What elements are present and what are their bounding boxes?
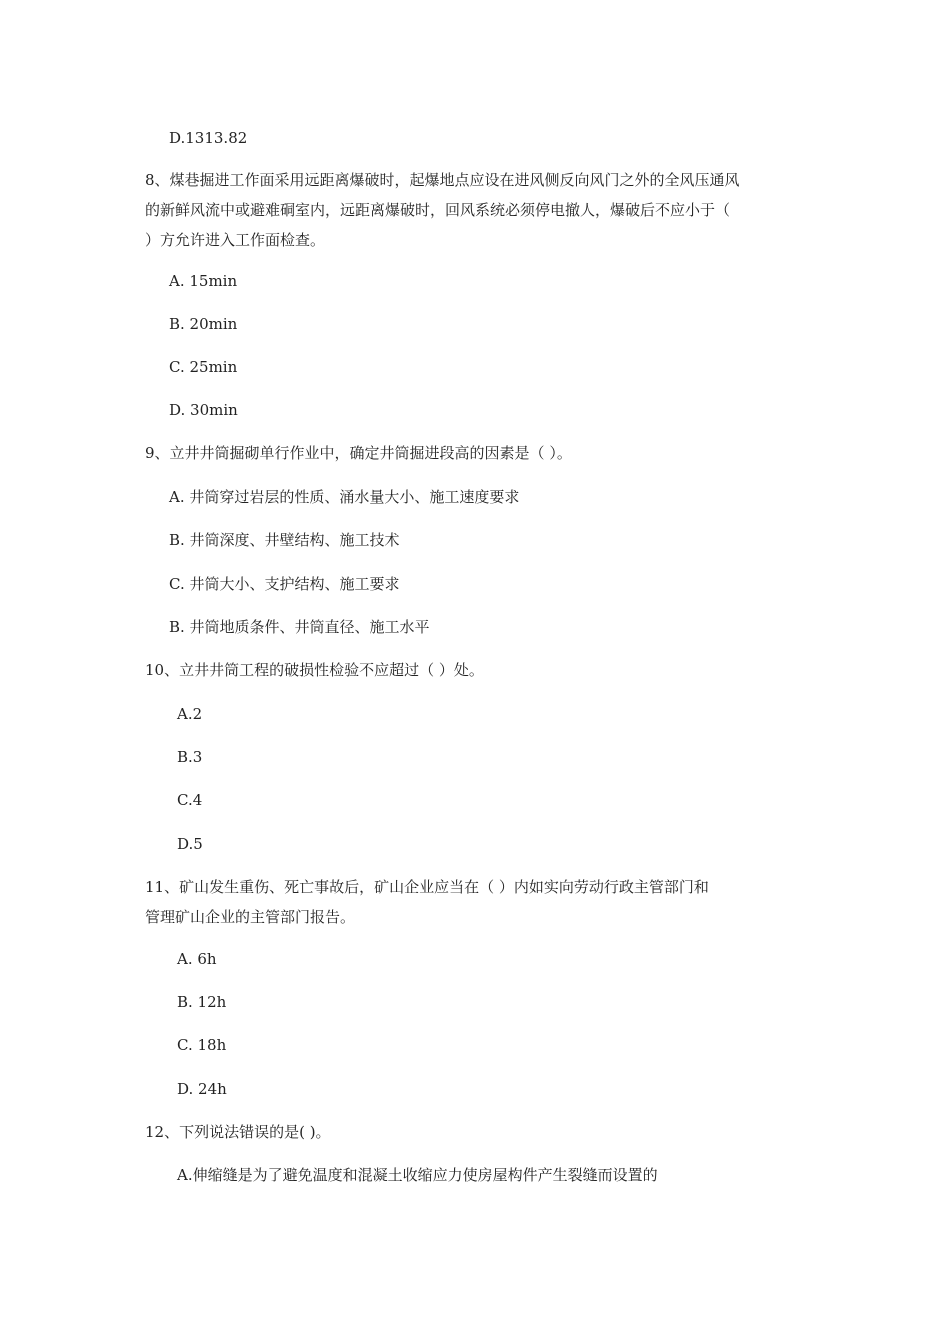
q9-option-c: C. 井筒大小、支护结构、施工要求 xyxy=(169,575,400,593)
q10-option-d: D.5 xyxy=(177,835,203,853)
q11-option-a: A. 6h xyxy=(177,950,217,968)
q8-option-b: B. 20min xyxy=(169,315,238,333)
q11-stem-line-1: 11、矿山发生重伤、死亡事故后，矿山企业应当在（ ）内如实向劳动行政主管部门和 xyxy=(145,878,709,896)
q8-stem-line-3: ）方允许进入工作面检查。 xyxy=(145,231,326,249)
q8-stem-line-2: 的新鲜风流中或避难硐室内，远距离爆破时，回风系统必须停电撤人，爆破后不应小于（ xyxy=(145,201,731,219)
q8-option-a: A. 15min xyxy=(169,272,238,290)
q12-option-a: A.伸缩缝是为了避免温度和混凝土收缩应力使房屋构件产生裂缝而设置的 xyxy=(177,1166,658,1184)
q8-option-c: C. 25min xyxy=(169,358,238,376)
q11-option-b: B. 12h xyxy=(177,993,227,1011)
q12-stem: 12、下列说法错误的是( )。 xyxy=(145,1123,331,1141)
q8-option-d: D. 30min xyxy=(169,401,238,419)
q7-option-d: D.1313.82 xyxy=(169,129,248,147)
q10-option-c: C.4 xyxy=(177,791,203,809)
q10-option-b: B.3 xyxy=(177,748,203,766)
q11-option-c: C. 18h xyxy=(177,1036,227,1054)
q10-option-a: A.2 xyxy=(177,705,203,723)
q9-option-b: B. 井筒深度、井壁结构、施工技术 xyxy=(169,531,400,549)
q9-stem: 9、立井井筒掘砌单行作业中，确定井筒掘进段高的因素是（ ）。 xyxy=(145,444,572,462)
q9-option-a: A. 井筒穿过岩层的性质、涌水量大小、施工速度要求 xyxy=(169,488,520,506)
q8-stem-line-1: 8、煤巷掘进工作面采用远距离爆破时，起爆地点应设在进风侧反向风门之外的全风压通风 xyxy=(145,171,740,189)
q10-stem: 10、立井井筒工程的破损性检验不应超过（ ）处。 xyxy=(145,661,484,679)
q9-option-d: B. 井筒地质条件、井筒直径、施工水平 xyxy=(169,618,430,636)
q11-option-d: D. 24h xyxy=(177,1080,227,1098)
q11-stem-line-2: 管理矿山企业的主管部门报告。 xyxy=(145,908,356,926)
